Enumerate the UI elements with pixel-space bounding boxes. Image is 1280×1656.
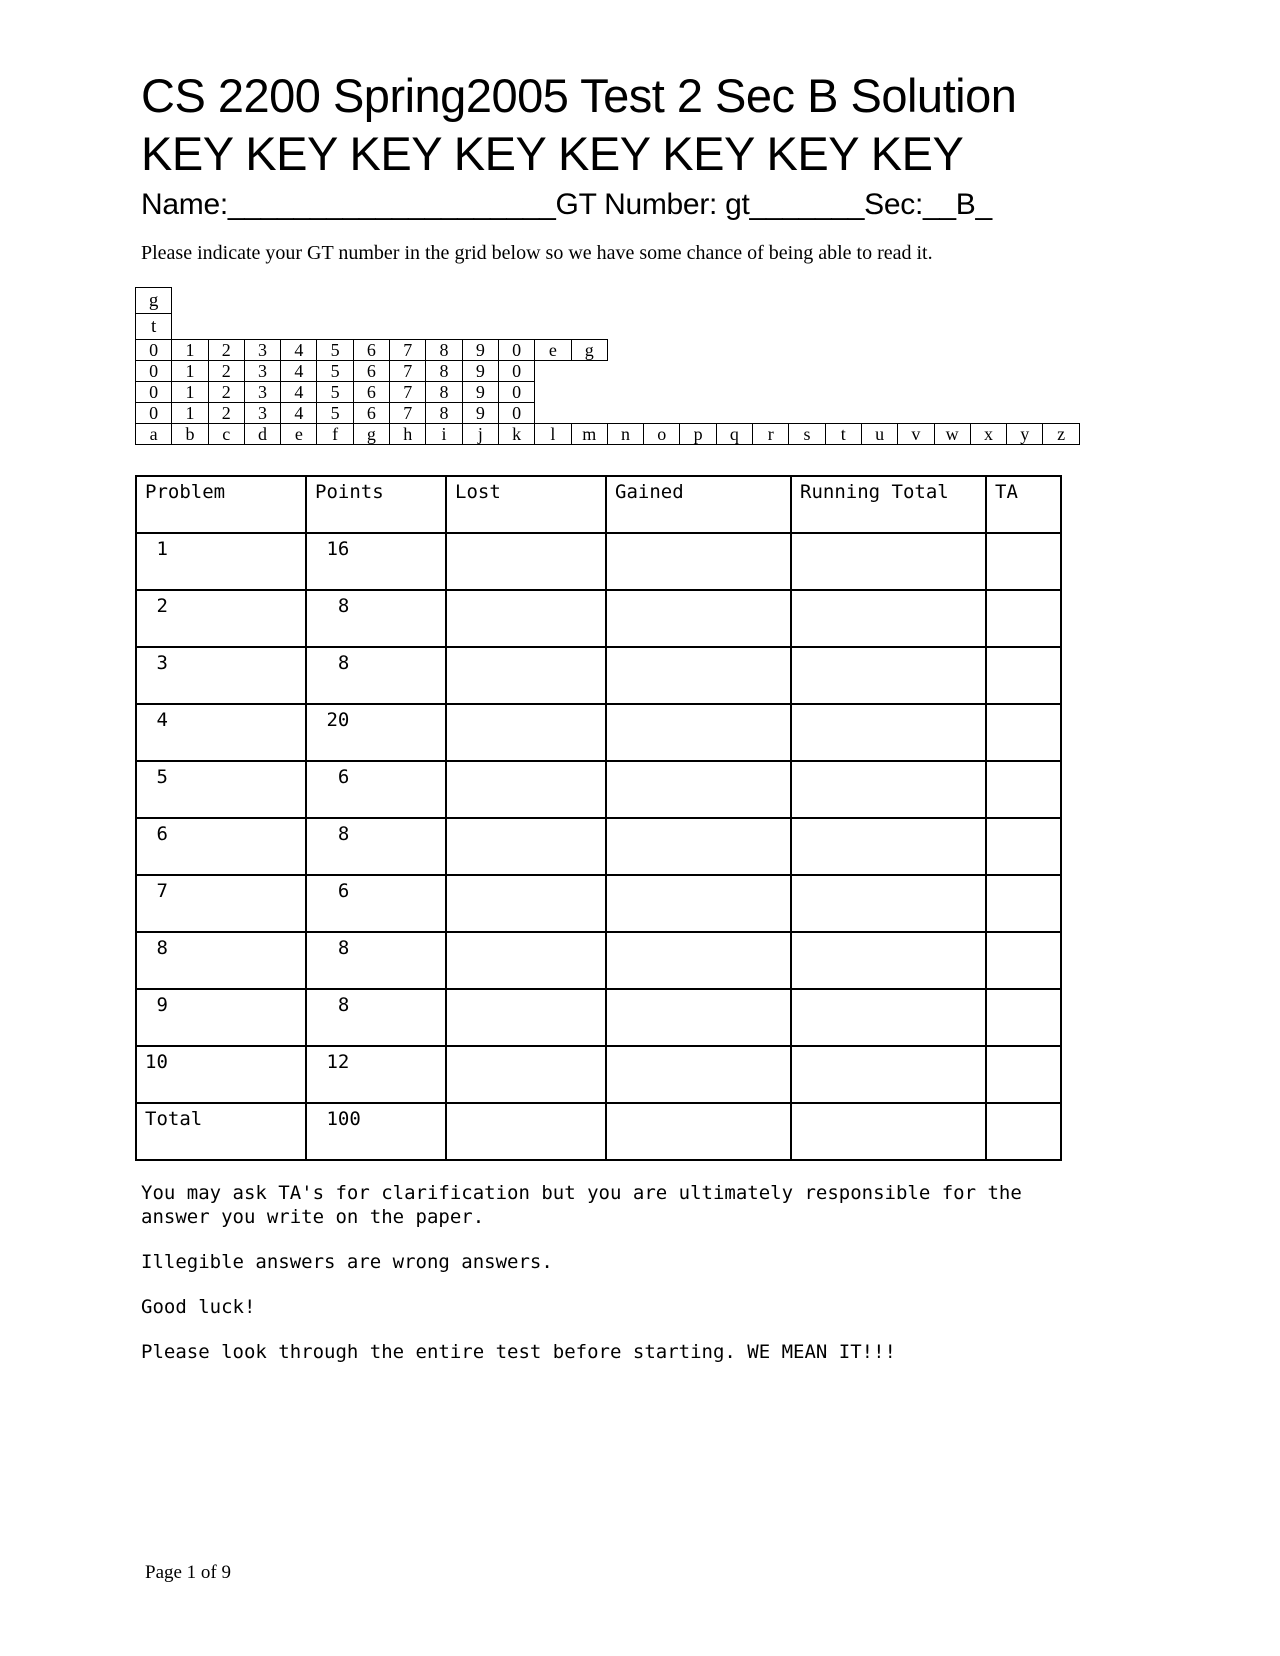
cell-points: 8 — [306, 818, 446, 875]
cell-ta — [986, 932, 1061, 989]
table-row — [136, 989, 1061, 1046]
cell-points: 20 — [306, 704, 446, 761]
grid-cell: 2 — [208, 339, 245, 361]
grid-cell: v — [897, 423, 934, 445]
cell-ta — [986, 761, 1061, 818]
cell-gained — [606, 533, 791, 590]
cell-lost — [446, 875, 606, 932]
cell-points: 100 — [306, 1103, 446, 1160]
cell-running-total — [791, 1103, 986, 1160]
cell-lost — [446, 533, 606, 590]
cell-gained — [606, 590, 791, 647]
cell-points: 8 — [306, 932, 446, 989]
grid-cell: a — [135, 423, 172, 445]
grid-cell: 7 — [389, 381, 426, 403]
note-paragraph — [141, 1295, 1081, 1319]
grid-row — [135, 381, 1079, 403]
grid-cell: t — [825, 423, 862, 445]
cell-lost — [446, 704, 606, 761]
grid-cell: 9 — [462, 402, 499, 424]
cell-running-total — [791, 932, 986, 989]
cell-lost — [446, 1103, 606, 1160]
grid-cell: 5 — [316, 381, 353, 403]
grid-cell: t — [135, 313, 172, 340]
cell-gained — [606, 647, 791, 704]
cell-problem: 7 — [136, 875, 306, 932]
grid-cell: 3 — [244, 339, 281, 361]
cell-gained — [606, 818, 791, 875]
note-paragraph — [141, 1340, 1081, 1364]
cell-lost — [446, 590, 606, 647]
grid-cell: 1 — [171, 381, 208, 403]
grid-cell: 3 — [244, 381, 281, 403]
cell-running-total — [791, 533, 986, 590]
grid-cell: k — [498, 423, 535, 445]
grid-cell: o — [643, 423, 680, 445]
cell-points: 6 — [306, 875, 446, 932]
grid-row — [135, 423, 1079, 445]
name-gt-sec-line: Name:____________________GT Number: gt_______Sec:__B_ — [141, 188, 992, 221]
grid-cell: 8 — [425, 402, 462, 424]
table-header-row — [136, 476, 1061, 533]
grid-cell: p — [679, 423, 716, 445]
cell-points: 8 — [306, 590, 446, 647]
cell-running-total — [791, 1046, 986, 1103]
note-paragraph — [141, 1181, 1081, 1229]
table-row — [136, 647, 1061, 704]
grid-cell: 6 — [353, 381, 390, 403]
page-title: CS 2200 Spring2005 Test 2 Sec B Solution — [141, 69, 1017, 122]
grid-row — [135, 313, 1079, 340]
cell-running-total — [791, 818, 986, 875]
grid-cell: 9 — [462, 360, 499, 382]
cell-problem: 4 — [136, 704, 306, 761]
grid-cell: 8 — [425, 339, 462, 361]
cell-ta — [986, 590, 1061, 647]
cell-lost — [446, 1046, 606, 1103]
cell-running-total — [791, 875, 986, 932]
cell-problem: 5 — [136, 761, 306, 818]
grid-cell: 3 — [244, 402, 281, 424]
cell-problem: 10 — [136, 1046, 306, 1103]
cell-gained — [606, 1046, 791, 1103]
grid-cell: 7 — [389, 339, 426, 361]
grid-cell: z — [1042, 423, 1079, 445]
cell-gained — [606, 989, 791, 1046]
cell-running-total — [791, 590, 986, 647]
grid-cell: j — [462, 423, 499, 445]
cell-running-total — [791, 989, 986, 1046]
grid-cell: 2 — [208, 360, 245, 382]
grid-cell: 5 — [316, 360, 353, 382]
grid-cell: r — [752, 423, 789, 445]
cell-ta — [986, 1103, 1061, 1160]
grid-cell: s — [788, 423, 825, 445]
grid-cell: 7 — [389, 360, 426, 382]
cell-problem: 3 — [136, 647, 306, 704]
cell-problem: 1 — [136, 533, 306, 590]
page-number: Page 1 of 9 — [145, 1562, 232, 1583]
grid-cell: 2 — [208, 402, 245, 424]
grid-cell: 6 — [353, 339, 390, 361]
cell-gained — [606, 932, 791, 989]
cell-lost — [446, 818, 606, 875]
grid-cell: c — [208, 423, 245, 445]
note-paragraph — [141, 1250, 1081, 1274]
cell-ta — [986, 875, 1061, 932]
cell-lost — [446, 989, 606, 1046]
note-line: Please look through the entire test before starting. WE MEAN IT!!! — [141, 1341, 896, 1363]
grid-cell: 5 — [316, 339, 353, 361]
grid-row — [135, 287, 1079, 314]
cell-ta — [986, 1046, 1061, 1103]
grid-cell: 0 — [498, 402, 535, 424]
grid-cell: 0 — [135, 339, 172, 361]
exam-notes — [141, 1181, 1081, 1385]
cell-gained — [606, 761, 791, 818]
column-header-ta: TA — [986, 476, 1061, 533]
gt-grid-instructions: Please indicate your GT number in the grid below so we have some chance of being able to read it. — [141, 242, 933, 264]
cell-points: 16 — [306, 533, 446, 590]
cell-ta — [986, 818, 1061, 875]
cell-problem: 2 — [136, 590, 306, 647]
grid-cell: 8 — [425, 360, 462, 382]
table-row — [136, 761, 1061, 818]
grid-cell: 1 — [171, 402, 208, 424]
grid-cell: d — [244, 423, 281, 445]
grid-cell: i — [425, 423, 462, 445]
grid-cell: 8 — [425, 381, 462, 403]
grid-cell: u — [861, 423, 898, 445]
cell-gained — [606, 875, 791, 932]
grid-cell: y — [1006, 423, 1043, 445]
cell-ta — [986, 647, 1061, 704]
grid-cell: 0 — [498, 381, 535, 403]
cell-gained — [606, 1103, 791, 1160]
cell-lost — [446, 761, 606, 818]
grid-cell: 5 — [316, 402, 353, 424]
table-row — [136, 875, 1061, 932]
note-line: You may ask TA's for clarification but you are ultimately responsible for the — [141, 1182, 1022, 1204]
grid-cell: 0 — [498, 360, 535, 382]
grid-row — [135, 360, 1079, 382]
table-row — [136, 704, 1061, 761]
grid-cell: h — [389, 423, 426, 445]
cell-problem: 8 — [136, 932, 306, 989]
grid-row — [135, 339, 1079, 361]
grid-cell: n — [607, 423, 644, 445]
cell-lost — [446, 932, 606, 989]
grid-cell: 9 — [462, 381, 499, 403]
grid-cell: 4 — [280, 381, 317, 403]
cell-points: 12 — [306, 1046, 446, 1103]
table-row — [136, 1046, 1061, 1103]
grid-cell: e — [534, 339, 571, 361]
table-row — [136, 818, 1061, 875]
note-line: answer you write on the paper. — [141, 1206, 485, 1228]
cell-points: 6 — [306, 761, 446, 818]
grid-cell: 4 — [280, 339, 317, 361]
grid-cell: 1 — [171, 360, 208, 382]
grid-cell: 0 — [135, 360, 172, 382]
key-line: KEY KEY KEY KEY KEY KEY KEY KEY — [141, 127, 964, 180]
table-row — [136, 590, 1061, 647]
grid-cell: f — [316, 423, 353, 445]
cell-gained — [606, 704, 791, 761]
table-row — [136, 1103, 1061, 1160]
score-table — [135, 475, 1062, 1161]
column-header-problem: Problem — [136, 476, 306, 533]
gt-number-grid — [135, 287, 1079, 445]
grid-cell: l — [534, 423, 571, 445]
cell-ta — [986, 533, 1061, 590]
note-line: Good luck! — [141, 1296, 256, 1318]
grid-cell: q — [716, 423, 753, 445]
grid-cell: 4 — [280, 360, 317, 382]
column-header-points: Points — [306, 476, 446, 533]
grid-cell: 1 — [171, 339, 208, 361]
grid-cell: 3 — [244, 360, 281, 382]
grid-cell: 0 — [135, 402, 172, 424]
note-line: Illegible answers are wrong answers. — [141, 1251, 553, 1273]
cell-lost — [446, 647, 606, 704]
grid-cell: 0 — [498, 339, 535, 361]
cell-problem: Total — [136, 1103, 306, 1160]
grid-cell: g — [571, 339, 608, 361]
cell-points: 8 — [306, 989, 446, 1046]
grid-cell: g — [353, 423, 390, 445]
table-row — [136, 932, 1061, 989]
grid-cell: w — [934, 423, 971, 445]
cell-problem: 9 — [136, 989, 306, 1046]
cell-running-total — [791, 761, 986, 818]
cell-problem: 6 — [136, 818, 306, 875]
grid-cell: 9 — [462, 339, 499, 361]
grid-cell: b — [171, 423, 208, 445]
grid-cell: x — [970, 423, 1007, 445]
column-header-gained: Gained — [606, 476, 791, 533]
cell-ta — [986, 704, 1061, 761]
cell-running-total — [791, 647, 986, 704]
grid-cell: 6 — [353, 402, 390, 424]
table-row — [136, 533, 1061, 590]
cell-running-total — [791, 704, 986, 761]
cell-points: 8 — [306, 647, 446, 704]
grid-cell: 2 — [208, 381, 245, 403]
grid-row — [135, 402, 1079, 424]
column-header-running-total: Running Total — [791, 476, 986, 533]
grid-cell: m — [571, 423, 608, 445]
grid-cell: e — [280, 423, 317, 445]
grid-cell: 7 — [389, 402, 426, 424]
grid-cell: 0 — [135, 381, 172, 403]
grid-cell: 4 — [280, 402, 317, 424]
grid-cell: 6 — [353, 360, 390, 382]
column-header-lost: Lost — [446, 476, 606, 533]
cell-ta — [986, 989, 1061, 1046]
grid-cell: g — [135, 287, 172, 314]
